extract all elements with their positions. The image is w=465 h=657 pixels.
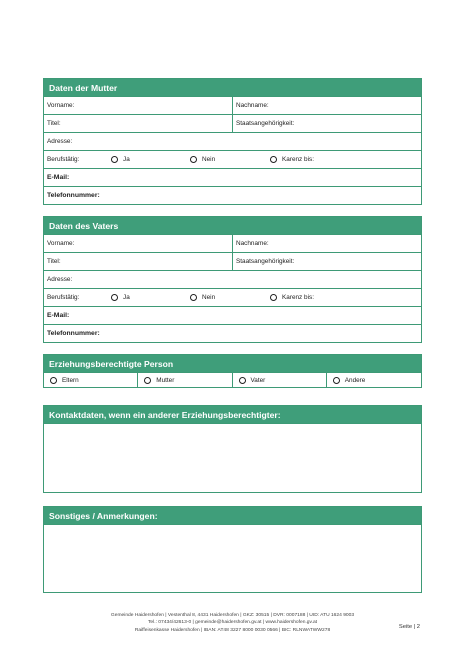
father-karenz-label: Karenz bis: xyxy=(282,294,314,301)
mother-ja-label: Ja xyxy=(123,156,130,163)
father-phone-row xyxy=(44,324,421,342)
father-name-row xyxy=(44,234,421,252)
father-nationality-label: Staatsangehörigkeit: xyxy=(236,258,295,265)
father-titel-label: Titel: xyxy=(47,258,61,265)
remarks-textarea[interactable] xyxy=(44,524,421,592)
guardian-option-mutter[interactable] xyxy=(138,373,232,387)
father-vorname-label: Vorname: xyxy=(47,240,75,247)
radio-circle-icon[interactable] xyxy=(111,294,118,301)
mother-nationality-field[interactable] xyxy=(233,115,421,132)
remarks-section xyxy=(43,506,422,593)
radio-circle-icon[interactable] xyxy=(144,377,151,384)
mother-phone-field[interactable] xyxy=(44,187,421,204)
mother-vorname-label: Vorname: xyxy=(47,102,75,109)
contact-section-title: Kontaktdaten, wenn ein anderer Erziehungsberechtigter: xyxy=(44,406,421,423)
mother-phone-label: Telefonnummer: xyxy=(47,192,100,199)
mother-email-label: E-Mail: xyxy=(47,174,70,181)
father-address-row xyxy=(44,270,421,288)
mother-vorname-field[interactable] xyxy=(44,97,233,114)
mother-title-row xyxy=(44,114,421,132)
footer-line-bank: Raiffeisenkasse Haidershofen | IBAN: AT48 3227 8000 0030 0566 | BIC: RLNWATWW278 xyxy=(134,627,331,633)
guardian-option-vater[interactable] xyxy=(233,373,327,387)
page-number: Seite | 2 xyxy=(398,624,420,630)
radio-circle-icon[interactable] xyxy=(111,156,118,163)
footer-line-contact: Tel.: 07434/42613-0 | gemeinde@haidershofen.gv.at | www.haidershofen.gv.at xyxy=(147,620,318,626)
father-nachname-label: Nachname: xyxy=(236,240,269,247)
guardian-option-label: Andere xyxy=(344,376,366,384)
father-email-field[interactable] xyxy=(44,307,421,324)
radio-circle-icon[interactable] xyxy=(270,156,277,163)
father-employment-row xyxy=(44,288,421,306)
mother-employment-label: Berufstätig: xyxy=(47,156,80,163)
radio-circle-icon[interactable] xyxy=(50,377,57,384)
guardian-option-andere[interactable] xyxy=(327,373,421,387)
mother-karenz-option[interactable] xyxy=(270,151,314,168)
mother-section xyxy=(43,78,422,205)
father-nein-label: Nein xyxy=(202,294,216,301)
mother-name-row xyxy=(44,96,421,114)
contact-section xyxy=(43,405,422,493)
mother-employment-row xyxy=(44,150,421,168)
father-vorname-field[interactable] xyxy=(44,235,233,252)
father-ja-label: Ja xyxy=(123,294,130,301)
father-employment-label: Berufstätig: xyxy=(47,294,80,301)
guardian-option-label: Vater xyxy=(250,376,266,384)
father-email-row xyxy=(44,306,421,324)
remarks-section-title: Sonstiges / Anmerkungen: xyxy=(44,507,421,524)
father-ja-option[interactable] xyxy=(111,289,130,306)
father-section-title: Daten des Vaters xyxy=(44,217,421,234)
mother-ja-option[interactable] xyxy=(111,151,130,168)
father-nachname-field[interactable] xyxy=(233,235,421,252)
mother-nachname-label: Nachname: xyxy=(236,102,269,109)
mother-titel-field[interactable] xyxy=(44,115,233,132)
footer-line-address: Gemeinde Haidershofen | Vestenthal 8, 4431 Haidershofen | GKZ: 30515 | DVR: 0007188 | UID: ATU 1624 9003 xyxy=(110,613,355,618)
radio-circle-icon[interactable] xyxy=(270,294,277,301)
radio-circle-icon[interactable] xyxy=(239,377,246,384)
mother-nein-option[interactable] xyxy=(190,151,215,168)
father-titel-field[interactable] xyxy=(44,253,233,270)
guardian-section-title: Erziehungsberechtigte Person xyxy=(44,355,421,372)
mother-address-field[interactable] xyxy=(44,133,421,150)
mother-address-label: Adresse: xyxy=(47,138,73,145)
mother-address-row xyxy=(44,132,421,150)
father-email-label: E-Mail: xyxy=(47,312,70,319)
mother-nationality-label: Staatsangehörigkeit: xyxy=(236,120,295,127)
mother-titel-label: Titel: xyxy=(47,120,61,127)
father-address-field[interactable] xyxy=(44,271,421,288)
father-karenz-option[interactable] xyxy=(270,289,314,306)
mother-email-row xyxy=(44,168,421,186)
mother-section-title: Daten der Mutter xyxy=(44,79,421,96)
footer xyxy=(0,612,465,634)
contact-textarea[interactable] xyxy=(44,423,421,492)
mother-email-field[interactable] xyxy=(44,169,421,186)
father-nein-option[interactable] xyxy=(190,289,215,306)
father-phone-field[interactable] xyxy=(44,325,421,342)
mother-nein-label: Nein xyxy=(202,156,216,163)
guardian-option-label: Eltern xyxy=(62,376,79,384)
father-nationality-field[interactable] xyxy=(233,253,421,270)
radio-circle-icon[interactable] xyxy=(333,377,340,384)
mother-karenz-label: Karenz bis: xyxy=(282,156,314,163)
guardian-option-eltern[interactable] xyxy=(44,373,138,387)
guardian-section xyxy=(43,354,422,388)
father-title-row xyxy=(44,252,421,270)
guardian-options-row xyxy=(44,372,421,387)
father-phone-label: Telefonnummer: xyxy=(47,330,100,337)
mother-nachname-field[interactable] xyxy=(233,97,421,114)
guardian-option-label: Mutter xyxy=(156,376,175,384)
mother-phone-row xyxy=(44,186,421,204)
radio-circle-icon[interactable] xyxy=(190,156,197,163)
father-section xyxy=(43,216,422,343)
radio-circle-icon[interactable] xyxy=(190,294,197,301)
father-address-label: Adresse: xyxy=(47,276,73,283)
